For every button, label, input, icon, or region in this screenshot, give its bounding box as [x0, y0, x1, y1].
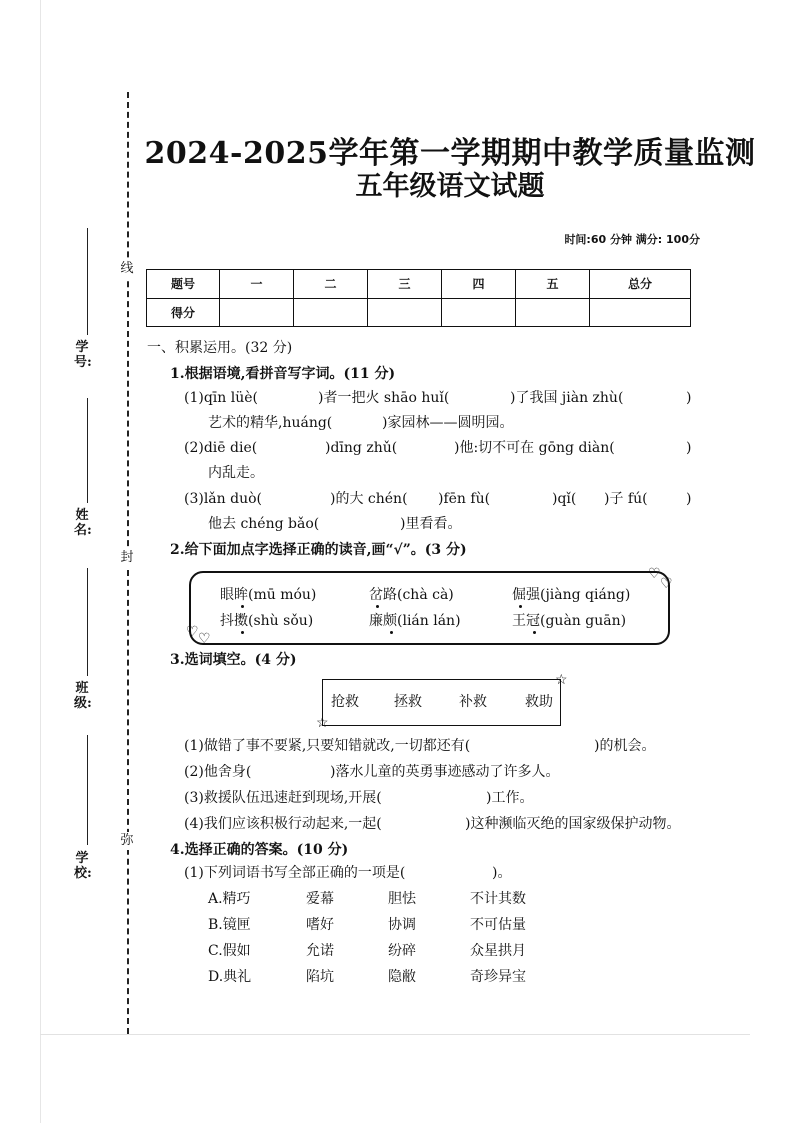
class-fill-line[interactable]: [87, 568, 88, 676]
question-text: (3)救援队伍迅速赶到现场,开展(: [184, 790, 382, 806]
emphasis-dot: [533, 631, 536, 634]
question-text: )子 fú(: [604, 491, 648, 507]
question-text: (1)qīn lüè(: [184, 390, 258, 406]
score-table: [146, 269, 691, 327]
choice-word: D.典礼: [208, 969, 252, 985]
score-header-cell: 总分: [590, 270, 691, 299]
pronunciation-option[interactable]: 眼眸(mū móu): [220, 587, 317, 603]
word-bank-item: 补救: [459, 694, 487, 710]
choice-word: 不计其数: [470, 891, 526, 907]
score-header-cell: 一: [220, 270, 294, 299]
name-label: 姓名:: [74, 508, 92, 538]
heart-icon: ♡: [198, 631, 211, 647]
question-text: )里看看。: [400, 516, 462, 532]
question-text: (2)他舍身(: [184, 764, 252, 780]
score-header-cell: 三: [368, 270, 442, 299]
emphasis-dot: [241, 631, 244, 634]
question-text: 他去 chéng bǎo(: [208, 516, 320, 532]
choice-word: 胆怯: [388, 891, 416, 907]
question-text: )的大 chén(: [330, 491, 408, 507]
question-text: )这种濒临灭绝的国家级保护动物。: [465, 816, 681, 832]
question-text: 内乱走。: [208, 465, 264, 481]
seal-char-mi: 弥: [118, 832, 136, 850]
word-bank-item: 抢救: [331, 694, 359, 710]
choice-word: 奇珍异宝: [470, 969, 526, 985]
question-text: 艺术的精华,huáng(: [208, 415, 333, 431]
score-header-cell: 二: [294, 270, 368, 299]
pronunciation-option[interactable]: 王冠(guàn guān): [512, 613, 627, 629]
pronunciation-option[interactable]: 倔强(jiàng qiáng): [512, 587, 631, 603]
school-label: 学校:: [74, 851, 92, 881]
choice-word: B.镜匣: [208, 917, 251, 933]
question-text: (1)做错了事不要紧,只要知错就改,一切都还有(: [184, 738, 471, 754]
school-fill-line[interactable]: [87, 735, 88, 845]
emphasis-dot: [376, 605, 379, 608]
star-icon: ☆: [555, 672, 568, 688]
emphasis-dot: [390, 631, 393, 634]
choice-word: 众星拱月: [470, 943, 526, 959]
pronunciation-option[interactable]: 岔路(chà cà): [369, 587, 454, 603]
emphasis-dot: [241, 605, 244, 608]
score-header-cell: 五: [516, 270, 590, 299]
choice-word: 不可估量: [470, 917, 526, 933]
word-bank-item: 救助: [525, 694, 553, 710]
question-text: )者一把火 shāo huǐ(: [318, 390, 450, 406]
question-title: 3.选词填空。(4 分): [170, 652, 297, 668]
word-bank-item: 拯救: [394, 694, 422, 710]
question-text: ): [686, 390, 692, 406]
score-table-header-row: [147, 270, 691, 299]
question-prompt: (1)下列词语书写全部正确的一项是(: [184, 865, 406, 881]
question-text: )工作。: [486, 790, 534, 806]
question-title: 1.根据语境,看拼音写字词。(11 分): [170, 366, 396, 382]
question-text: )的机会。: [594, 738, 656, 754]
score-cell[interactable]: [220, 298, 294, 327]
choice-word: C.假如: [208, 943, 251, 959]
question-text: )他:切不可在 gōng diàn(: [454, 440, 615, 456]
question-text: )家园林——圆明园。: [382, 415, 514, 431]
exam-title: 2024-2025学年第一学期期中教学质量监测: [144, 136, 756, 171]
question-text: )了我国 jiàn zhù(: [510, 390, 624, 406]
student-id-label: 学号:: [74, 340, 92, 370]
score-cell[interactable]: [294, 298, 368, 327]
seal-char-xian: 线: [118, 260, 136, 278]
class-label: 班级:: [74, 681, 92, 711]
star-icon: ☆: [316, 715, 329, 731]
bottom-rule: [40, 1034, 750, 1035]
heart-icon: ♡: [186, 624, 199, 640]
time-info: 时间:60 分钟 满分: 100分: [564, 233, 700, 246]
question-text: )落水儿童的英勇事迹感动了许多人。: [330, 764, 560, 780]
emphasis-dot: [519, 605, 522, 608]
student-id-fill-line[interactable]: [87, 228, 88, 335]
score-header-cell: 四: [442, 270, 516, 299]
choice-word: 陷坑: [306, 969, 334, 985]
choice-word: 爱幕: [306, 891, 334, 907]
question-title: 4.选择正确的答案。(10 分): [170, 842, 349, 858]
pronunciation-option[interactable]: 廉颇(lián lán): [369, 613, 461, 629]
exam-subtitle: 五年级语文试题: [355, 171, 545, 202]
score-cell[interactable]: [442, 298, 516, 327]
score-cell[interactable]: [368, 298, 442, 327]
question-text: (4)我们应该积极行动起来,一起(: [184, 816, 382, 832]
pronunciation-option[interactable]: 抖擞(shù sǒu): [220, 613, 314, 629]
score-header-cell: 题号: [147, 270, 220, 299]
choice-word: 允诺: [306, 943, 334, 959]
score-cell[interactable]: [516, 298, 590, 327]
question-text: )qǐ(: [552, 491, 577, 507]
score-cell[interactable]: [590, 298, 691, 327]
seal-char-feng: 封: [118, 549, 136, 567]
choice-word: 协调: [388, 917, 416, 933]
question-text: ): [686, 440, 692, 456]
choice-word: 隐敝: [388, 969, 416, 985]
heart-icon: ♡: [660, 576, 673, 592]
heart-icon: ♡: [648, 566, 661, 582]
question-title: 2.给下面加点字选择正确的读音,画“√”。(3 分): [170, 542, 467, 558]
page-edge: [40, 0, 41, 1123]
question-text: (3)lǎn duò(: [184, 491, 262, 507]
question-prompt-end: )。: [492, 865, 512, 881]
question-text: (2)diē die(: [184, 440, 258, 456]
question-text: )dīng zhǔ(: [325, 440, 398, 456]
question-text: )fēn fù(: [438, 491, 491, 507]
score-row-label: 得分: [147, 298, 220, 327]
choice-word: 纷碎: [388, 943, 416, 959]
name-fill-line[interactable]: [87, 398, 88, 503]
pronunciation-box: [189, 571, 670, 645]
choice-word: A.精巧: [208, 891, 251, 907]
score-table-score-row: [147, 298, 691, 327]
question-text: ): [686, 491, 692, 507]
section-heading: 一、积累运用。(32 分): [147, 340, 293, 356]
choice-word: 嗜好: [306, 917, 334, 933]
